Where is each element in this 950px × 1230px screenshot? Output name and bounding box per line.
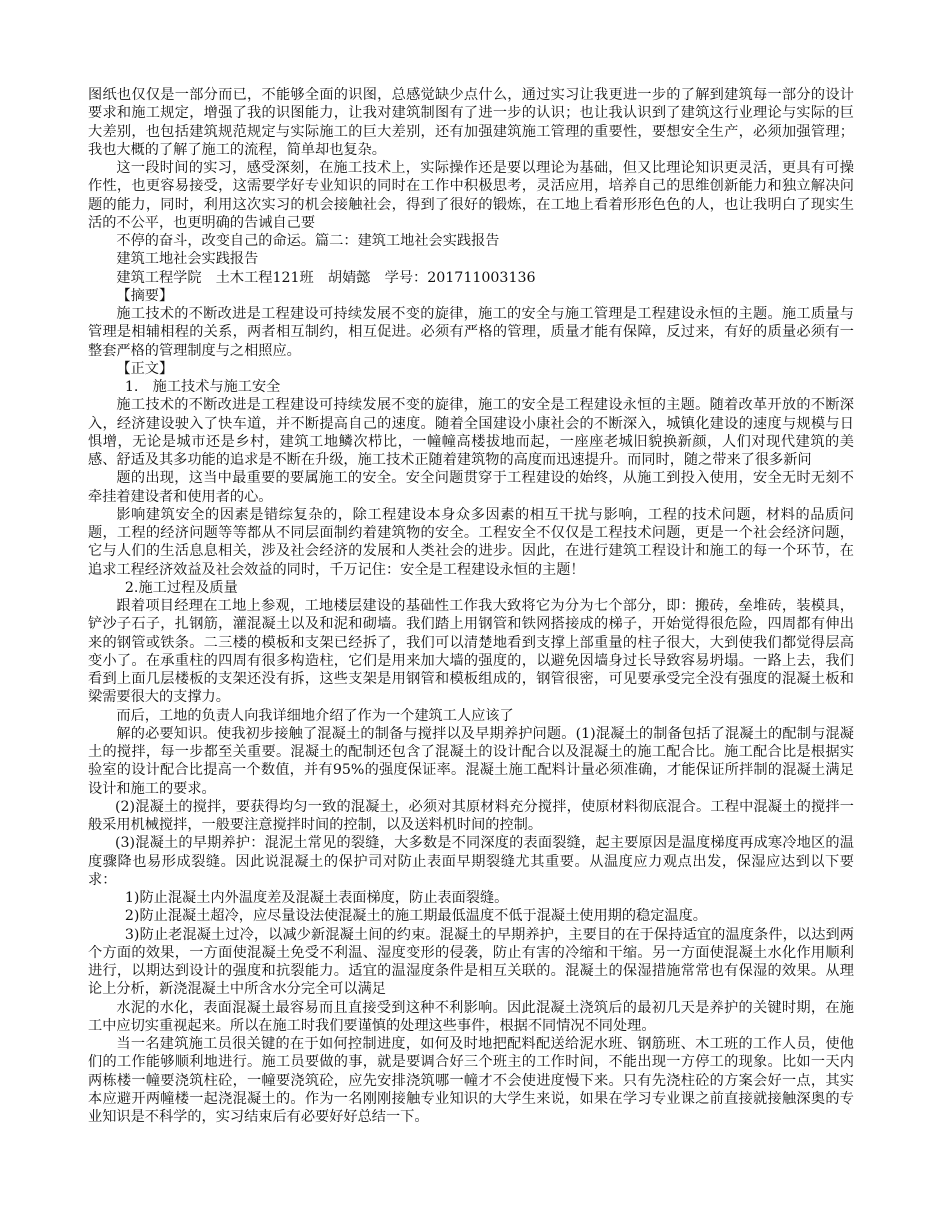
- paragraph-intro-continued: 图纸也仅仅是一部分而已，不能够全面的识图，总感觉缺少点什么，通过实习让我更进一步的了解到建筑每一部分的设计要求和施工规定，增强了我的识图能力，让我对建筑制图有了进一步的认识；也让我认识到了建筑这行业理论与实际的巨大差别，也包括建筑规范规定与实际施工的巨大差别，还有加强建筑施工管理的重要性，要想安全生产，必须加强管理；我也大概的了解了施工的流程，简单却也复杂。: [88, 87, 854, 158]
- list-item-requirement-1: 1)防止混凝土内外温度差及混凝土表面梯度，防止表面裂缝。: [124, 890, 509, 906]
- paragraph-safety-issues: 题的出现，这当中最重要的要属施工的安全。安全问题贯穿于工程建设的始终，从施工到投入使用，安全无时无刻不牵挂着建设者和使用者的心。: [88, 470, 854, 505]
- paragraph-construction-worker: 当一名建筑施工员很关键的在于如何控制进度，如何及时地把配料配送给泥水班、钢筋班、木工班的工作人员，使他们的工作能够顺利地进行。施工员要做的事，就是要调合好三个班主的工作时间，不能出现一方停工的现象。比如一天内两栋楼一幢要浇筑柱砼，一幢要浇筑砼，应先安排浇筑哪一幢才不会使进度慢下来。只有先浇柱砼的方案会好一点，其实本应避开两幢楼一起浇混凝土的。作为一名刚刚接触专业知识的大学生来说，如果在学习专业课之前直接就接触深奥的专业知识是不科学的，实习结束后有必要好好总结一下。: [88, 1036, 854, 1125]
- paragraph-concrete-preparation: 解的必要知识。使我初步接触了混凝土的制备与搅拌以及早期养护问题。(1)混凝土的制备包括了混凝土的配制与混凝土的搅拌，每一步都至关重要。混凝土的配制还包含了混凝土的设计配合以及混凝土的施工配合比。施工配合比是根据实验室的设计配合比提高一个数值，并有95%的强度保证率。混凝土施工配料计量必须准确，才能保证所拌制的混凝土满足设计和施工的要求。: [88, 725, 854, 797]
- paragraph-site-manager: 而后，工地的负责人向我详细地介绍了作为一个建筑工人应该了: [116, 707, 514, 724]
- section-2-heading: 2.施工过程及质量: [124, 579, 238, 596]
- abstract-body: 施工技术的不断改进是工程建设可持续发展不变的旋律，施工的安全与施工管理是工程建设永恒的主题。施工质量与管理是相辅相程的关系，两者相互制约，相互促进。必须有严格的管理，质量才能有保障，反过来，有好的质量必须有一整套严格的管理制度与之相照应。: [88, 306, 854, 359]
- paragraph-site-visit: 跟着项目经理在工地上参观，工地楼层建设的基础性工作我大致将它为分为七个部分，即：搬砖，垒堆砖，装模具，铲沙子石子，扎钢筋，灌混凝土以及和泥和砌墙。我们踏上用钢管和铁网搭接成的梯子，开始觉得很危险，四周都有伸出来的钢管或铁条。二三楼的模板和支架已经拆了，我们可以清楚地看到支撑上部重量的柱子很大，大到使我们都觉得层高变小了。在承重柱的四周有很多构造柱，它们是用来加大墙的强度的，以避免因墙身过长导致容易坍塌。一路上去，我们看到上面几层楼板的支架还没有拆，这些支架是用钢管和模板组成的，钢管很密，可见要承受完全没有强度的混凝土板和梁需要很大的支撑力。: [88, 598, 854, 706]
- paragraph-construction-tech: 施工技术的不断改进是工程建设可持续发展不变的旋律，施工的安全是工程建设永恒的主题。随着改革开放的不断深入，经济建设驶入了快车道，并不断提高自己的速度。随着全国建设小康社会的不断深入，城镇化建设的速度与规模与日惧增，无论是城市还是乡村，建筑工地鳞次栉比，一幢幢高楼拔地而起，一座座老城旧貌换新颜，人们对现代建筑的美感、舒适及其多功能的追求是不断在升级，施工技术正随着建筑物的高度而迅速提升。而同时，随之带来了很多新问: [88, 397, 854, 468]
- section-1-heading: 1. 施工技术与施工安全: [124, 379, 281, 395]
- list-item-requirement-2: 2)防止混凝土超冷，应尽量设法使混凝土的施工期最低温度不低于混凝土使用期的稳定温度。: [124, 908, 707, 925]
- abstract-heading: 【摘要】: [116, 287, 174, 304]
- paragraph-concrete-mixing: (2)混凝土的搅拌，要获得均匀一致的混凝土，必须对其原材料充分搅拌，使原材料彻底混合。工程中混凝土的搅拌一般采用机械搅拌，一般要注意搅拌时间的控制，以及送料机时间的控制。: [88, 798, 854, 833]
- paragraph-cement-hydration: 水泥的水化，表面混凝土最容易而且直接受到这种不利影响。因此混凝土浇筑后的最初几天是养护的关键时期，在施工中应切实重视起来。所以在施工时我们要谨慎的处理这些事件，根据不同情况不同处理。: [88, 999, 854, 1034]
- list-item-requirement-3: 3)防止老混凝土过冷，以减少新混凝土间的约束。混凝土的早期养护，主要目的在于保持适宜的温度条件，以达到两个方面的效果，一方面使混凝土免受不利温、湿度变形的侵袭，防止有害的冷缩和干缩。另一方面使混凝土水化作用顺利进行，以期达到设计的强度和抗裂能力。适宜的温湿度条件是相互关联的。混凝土的保湿措施常常也有保湿的效果。从理论上分析，新浇混凝土中所含水分完全可以满足: [88, 926, 854, 998]
- paragraph-internship-reflection: 这一段时间的实习，感受深刻，在施工技术上，实际操作还是要以理论为基础，但又比理论知识更灵活，更具有可操作性，也更容易接受，这需要学好专业知识的同时在工作中积极思考，灵活应用，培养自己的思维创新能力和独立解决问题的能力，同时，利用这次实习的机会接触社会，得到了很好的锻炼，在工地上看着形形色色的人，也让我明白了现实生活的不公平，也更明确的告诫自己要: [88, 160, 854, 231]
- paragraph-concrete-curing: (3)混凝土的早期养护：混泥土常见的裂缝，大多数是不同深度的表面裂缝，起主要原因是温度梯度再成寒冷地区的温度骤降也易形成裂缝。因此说混凝土的保护司对防止表面早期裂缝尤其重要。从温度应力观点出发，保湿应达到以下要求：: [88, 835, 854, 888]
- paragraph-safety-factors: 影响建筑安全的因素是错综复杂的，除工程建设本身众多因素的相互干扰与影响，工程的技术问题，材料的品质问题，工程的经济问题等等都从不同层面制约着建筑物的安全。工程安全不仅仅是工程技术问题，更是一个社会经济问题，它与人们的生活息息相关，涉及社会经济的发展和人类社会的进步。因此，在进行建筑工程设计和施工的每一个环节，在追求工程经济效益及社会效益的同时，千万记住：安全是工程建设永恒的主题！: [88, 506, 854, 578]
- author-info: 建筑工程学院 土木工程121班 胡婧懿 学号：201711003136: [116, 269, 536, 286]
- main-text-heading: 【正文】: [116, 360, 174, 377]
- report-title: 建筑工地社会实践报告: [116, 251, 259, 268]
- paragraph-internship-conclusion: 不停的奋斗，改变自己的命运。篇二：建筑工地社会实践报告: [116, 233, 500, 249]
